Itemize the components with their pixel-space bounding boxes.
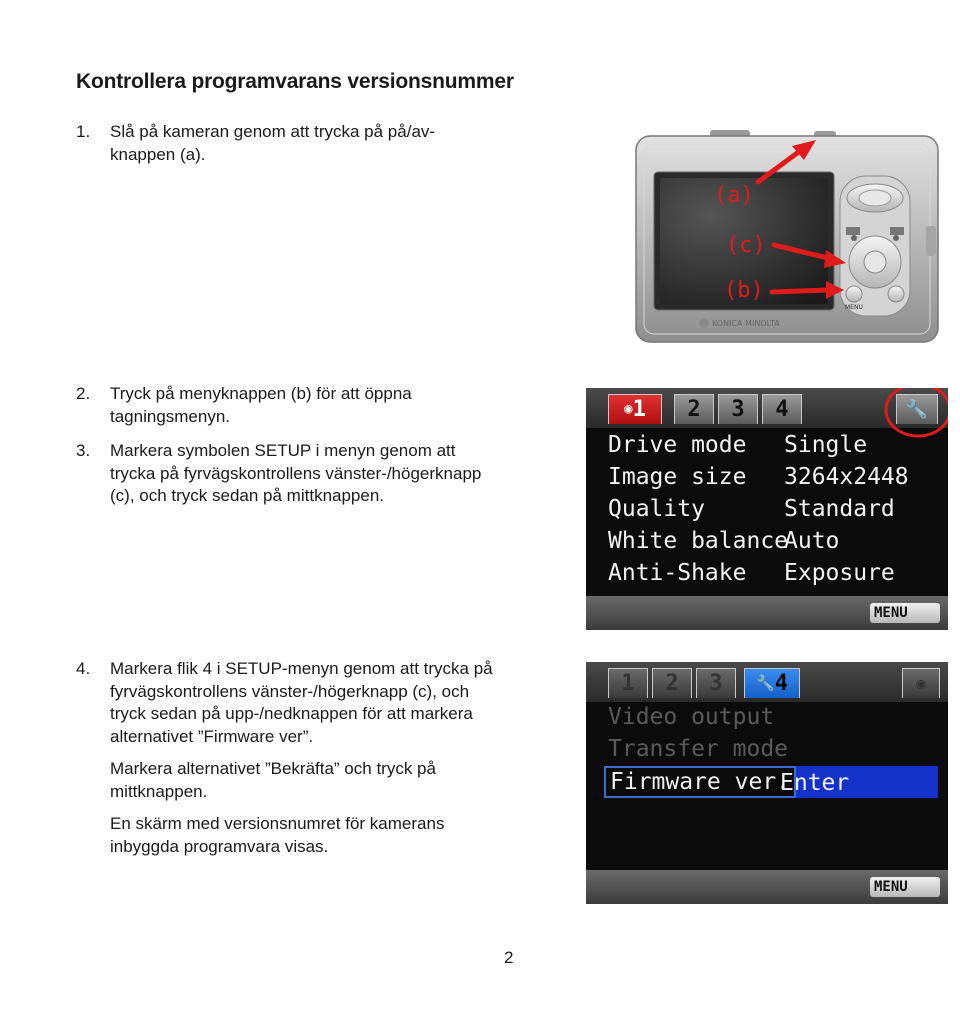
menu-row[interactable]: Drive mode Single <box>608 432 868 458</box>
step-line: Tryck på menyknappen (b) för att öppna <box>110 384 412 403</box>
camera-back-svg <box>632 126 942 348</box>
step-line: trycka på fyrvägskontrollens vänster-/högerknapp <box>110 463 482 483</box>
menu-button <box>846 286 862 302</box>
step-line: fyrvägskontrollens vänster-/högerknapp (c), och <box>110 681 470 701</box>
step-paragraph <box>110 813 493 858</box>
camera-illustration <box>632 126 942 348</box>
step-line: (c), och tryck sedan på mittknappen. <box>110 486 385 505</box>
step-paragraph <box>110 758 493 803</box>
tab-camera-1[interactable]: ◉1 <box>608 394 662 424</box>
tab-3[interactable]: 3 <box>718 394 758 424</box>
step-paragraph <box>110 658 493 748</box>
tab-1[interactable]: 1 <box>608 668 648 698</box>
tab-2[interactable]: 2 <box>652 668 692 698</box>
wrench-icon[interactable]: 🔧 <box>896 394 938 424</box>
center-button <box>864 251 886 273</box>
svg-text:KONICA MINOLTA: KONICA MINOLTA <box>712 319 780 328</box>
step-line: alternativet ”Firmware ver”. <box>110 726 314 746</box>
firmware-menu-screen <box>586 662 948 904</box>
step-line: Slå på kameran genom att trycka på på/av- <box>110 122 436 141</box>
step-line: Markera flik 4 i SETUP-menyn genom att trycka på <box>110 659 493 678</box>
menu-row[interactable]: Quality Standard <box>608 496 895 522</box>
page-number: 2 <box>504 948 514 967</box>
menu-row[interactable]: White balance Auto <box>608 528 840 554</box>
step-line: mittknappen. <box>110 781 208 801</box>
tab-3[interactable]: 3 <box>696 668 736 698</box>
menu-button-hint: MENU <box>870 877 940 897</box>
setup-menu-screen <box>586 388 948 630</box>
label-a: (a) <box>714 183 754 208</box>
menu-button-hint: MENU <box>870 603 940 623</box>
label-b: (b) <box>724 278 764 303</box>
menu-row-selected[interactable]: Firmware ver. Enter <box>604 768 938 798</box>
menu-row[interactable]: Video output <box>608 704 775 730</box>
tab-2[interactable]: 2 <box>674 394 714 424</box>
tab-setup-4[interactable]: 🔧4 <box>744 668 800 698</box>
step-number: 1. <box>76 122 91 141</box>
step-number: 2. <box>76 384 91 403</box>
step-line: tryck sedan på upp-/nedknappen för att markera <box>110 704 473 723</box>
menu-row[interactable]: Image size 3264x2448 <box>608 464 909 490</box>
step-number: 4. <box>76 659 91 678</box>
label-c: (c) <box>726 233 766 258</box>
tab-4[interactable]: 4 <box>762 394 802 424</box>
step-line: Markera symbolen SETUP i menyn genom att <box>110 441 456 460</box>
camera-icon[interactable]: ◉ <box>902 668 940 698</box>
step-line: tagningsmenyn. <box>110 406 231 426</box>
step-line: knappen (a). <box>110 144 206 164</box>
step-line: inbyggda programvara visas. <box>110 836 329 856</box>
menu-row[interactable]: Transfer mode <box>608 736 789 762</box>
svg-text:MENU: MENU <box>845 304 863 311</box>
step-number: 3. <box>76 441 91 460</box>
menu-row[interactable]: Anti-Shake Exposure <box>608 560 895 586</box>
step-line: En skärm med versionsnumret för kamerans <box>110 814 445 833</box>
step-line: Markera alternativet ”Bekräfta” och tryck på <box>110 759 436 778</box>
page-heading: Kontrollera programvarans versionsnummer <box>76 70 514 93</box>
